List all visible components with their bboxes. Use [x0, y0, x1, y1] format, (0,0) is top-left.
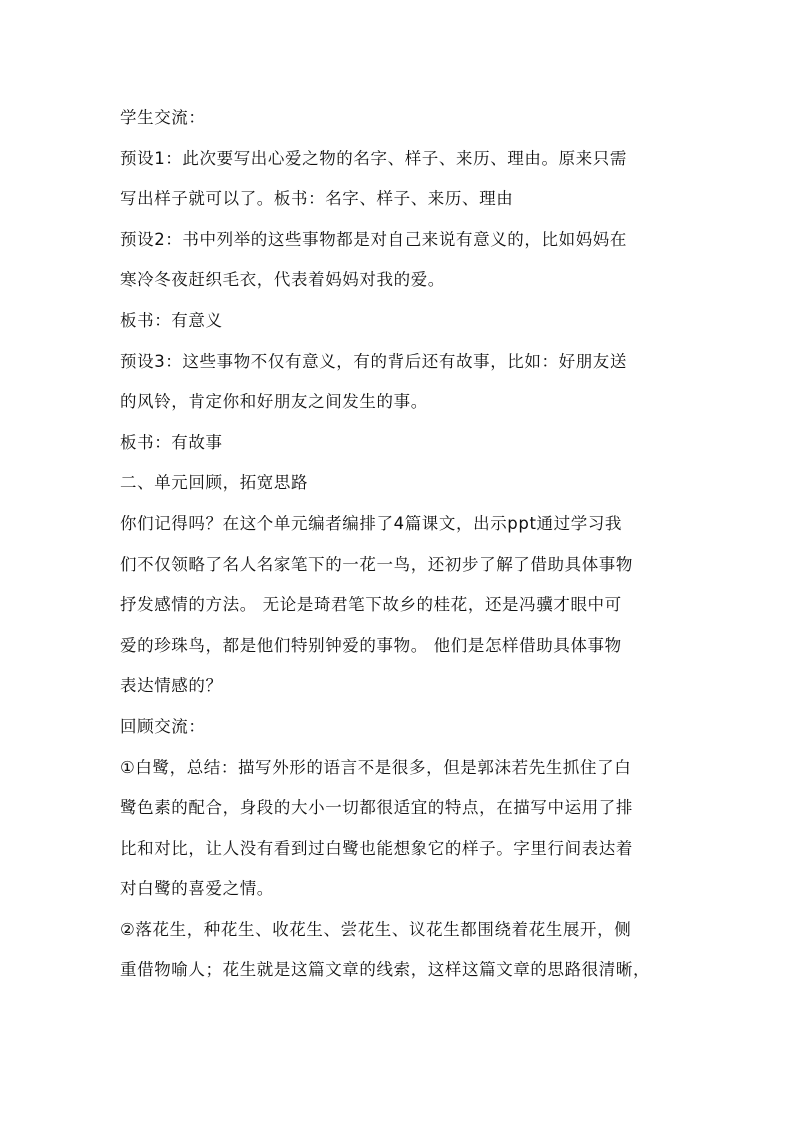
text-line: 板书：有意义 [120, 310, 223, 330]
text-line: 对白鹭的喜爱之情。 [120, 879, 274, 899]
text-line: ①白鹭，总结：描写外形的语言不是很多，但是郭沫若先生抓住了白 [120, 757, 632, 777]
text-line: 你们记得吗？在这个单元编者编排了4篇课文，出示ppt通过学习我 [120, 513, 623, 533]
text-line: 抒发感情的方法。 无论是琦君笔下故乡的桂花，还是冯骥才眼中可 [120, 595, 622, 615]
section-heading: 二、单元回顾，拓宽思路 [120, 473, 309, 493]
text-line: 重借物喻人；花生就是这篇文章的线索，这样这篇文章的思路很清晰， [120, 960, 651, 980]
text-line: 学生交流： [120, 108, 206, 127]
text-line: 预设2：书中列举的这些事物都是对自己来说有意义的，比如妈妈在 [120, 229, 627, 249]
text-line: ②落花生，种花生、收花生、尝花生、议花生都围绕着花生展开，侧 [120, 919, 632, 939]
document-body [120, 98, 680, 991]
text-line: 的风铃，肯定你和好朋友之间发生的事。 [120, 392, 428, 412]
text-line: 预设1：此次要写出心爱之物的名字、样子、来历、理由。原来只需 [120, 148, 627, 168]
text-line: 表达情感的？ [120, 676, 223, 696]
text-line: 预设3：这些事物不仅有意义，有的背后还有故事，比如：好朋友送 [120, 351, 627, 371]
text-line: 爱的珍珠鸟，都是他们特别钟爱的事物。 他们是怎样借助具体事物 [120, 635, 622, 655]
text-line: 回顾交流： [120, 716, 206, 736]
text-line: 鹭色素的配合，身段的大小一切都很适宜的特点，在描写中运用了排 [120, 798, 633, 818]
text-line: 写出样子就可以了。板书：名字、样子、来历、理由 [120, 189, 514, 209]
text-line: 板书：有故事 [120, 432, 223, 452]
text-line: 比和对比，让人没有看到过白鹭也能想象它的样子。字里行间表达着 [120, 838, 633, 858]
text-line: 们不仅领略了名人名家笔下的一花一鸟，还初步了解了借助具体事物 [120, 554, 633, 574]
text-line: 寒冷冬夜赶织毛衣，代表着妈妈对我的爱。 [120, 270, 445, 290]
